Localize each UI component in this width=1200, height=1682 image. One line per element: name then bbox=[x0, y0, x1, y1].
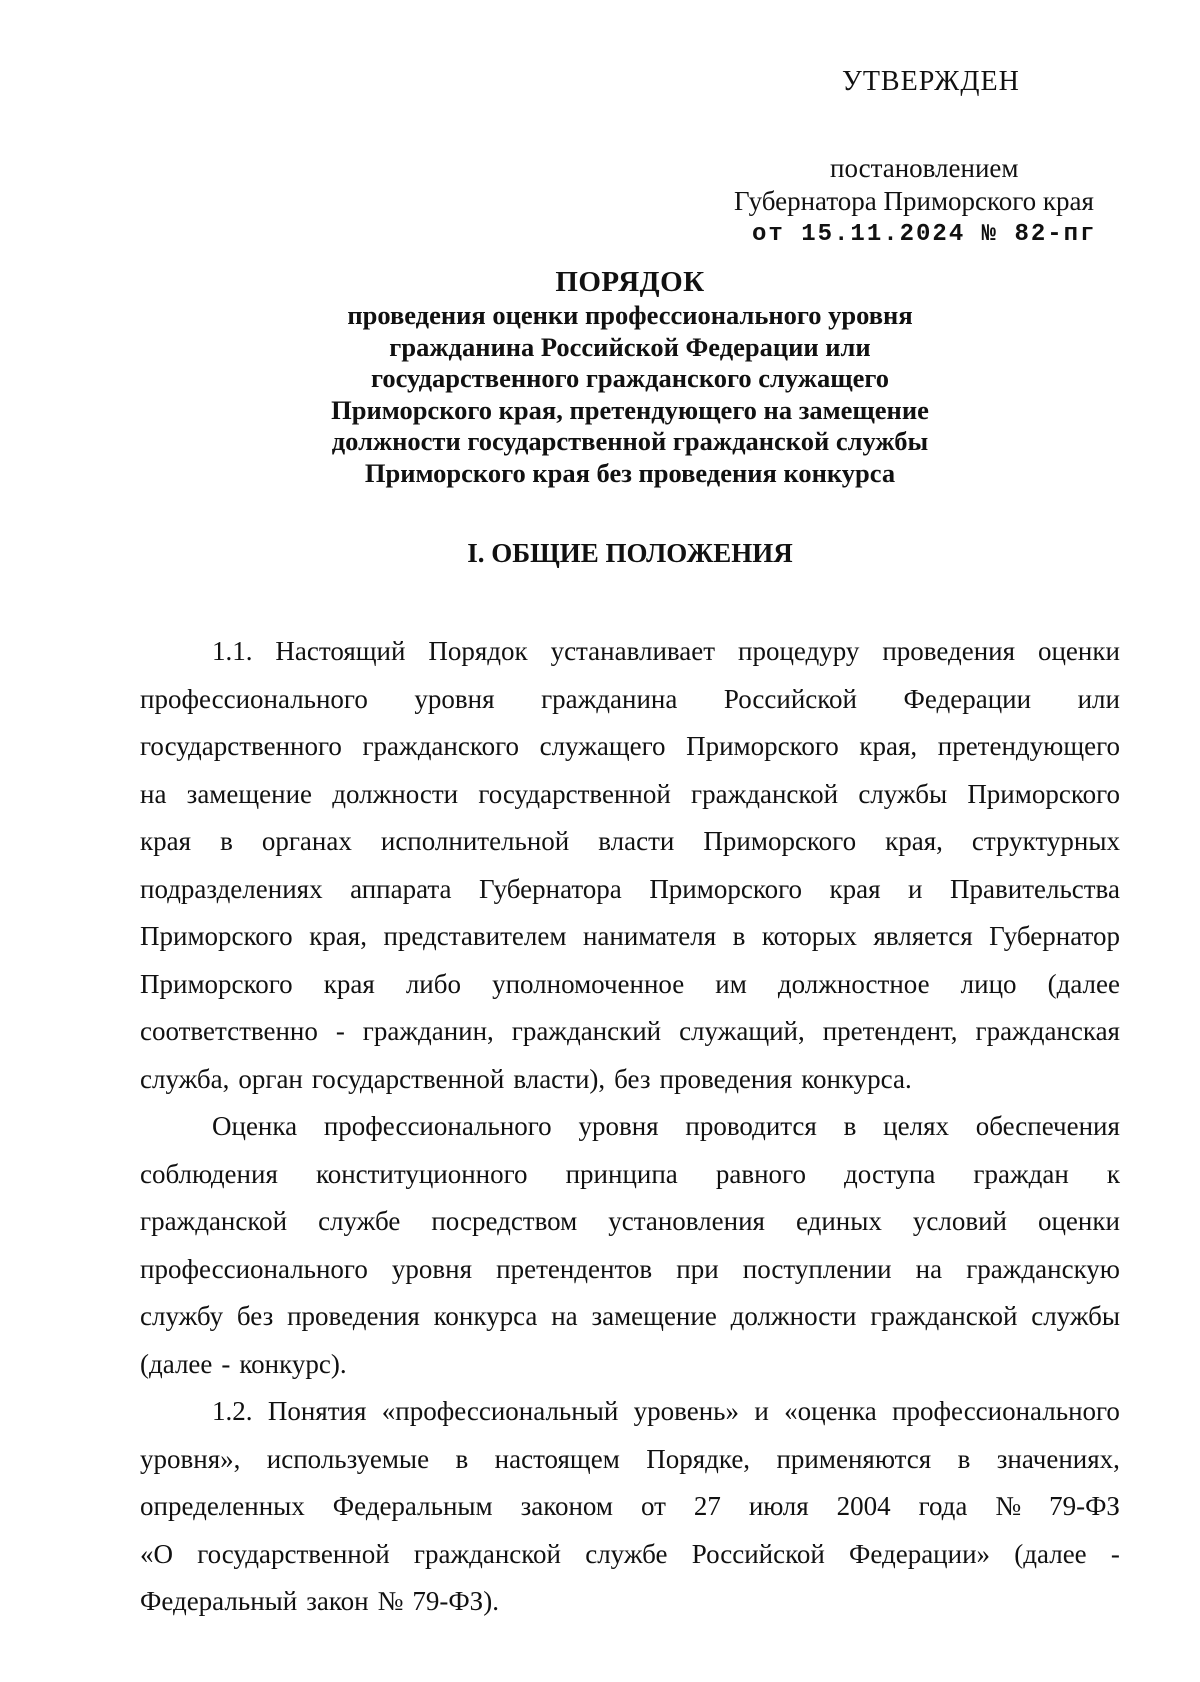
word: им bbox=[715, 968, 747, 999]
paragraph-line bbox=[140, 628, 1120, 676]
paragraph-line bbox=[140, 1056, 1120, 1104]
word: при bbox=[676, 1253, 719, 1284]
word: в bbox=[455, 1443, 469, 1474]
word: профессионального bbox=[140, 683, 368, 714]
word: 27 bbox=[693, 1491, 721, 1521]
word: гражданскую bbox=[966, 1253, 1120, 1284]
word: установления bbox=[608, 1206, 765, 1236]
word: к bbox=[1106, 1158, 1120, 1189]
document-title: ПОРЯДОК bbox=[555, 266, 705, 298]
word: оценки bbox=[1037, 636, 1120, 666]
word: посредством bbox=[431, 1206, 578, 1236]
word: и bbox=[754, 1396, 769, 1426]
word: на bbox=[915, 1253, 943, 1284]
word: применяются bbox=[776, 1443, 932, 1474]
word: оценки bbox=[1037, 1206, 1120, 1236]
word: Федерации bbox=[903, 683, 1032, 714]
word: единых bbox=[795, 1206, 882, 1236]
decree-issuer: Губернатора Приморского края bbox=[734, 186, 1094, 216]
paragraph-line bbox=[140, 723, 1120, 771]
word: аппарата bbox=[350, 873, 452, 904]
paragraph-line bbox=[140, 1151, 1120, 1199]
word: конкурс). bbox=[239, 1348, 347, 1379]
word: гражданской bbox=[140, 1206, 288, 1236]
word: Правительства bbox=[950, 873, 1120, 904]
paragraph-line bbox=[140, 1531, 1120, 1579]
word: соблюдения bbox=[140, 1158, 278, 1189]
word: Понятия bbox=[267, 1396, 367, 1426]
paragraph bbox=[140, 1103, 1120, 1388]
word: Порядок bbox=[428, 636, 528, 666]
word: края, bbox=[859, 731, 918, 761]
word: на bbox=[551, 1301, 578, 1331]
word: гражданина bbox=[541, 683, 678, 714]
word: гражданского bbox=[362, 731, 519, 761]
word: Порядке, bbox=[646, 1443, 751, 1474]
word: государственной bbox=[311, 1063, 505, 1094]
paragraph bbox=[140, 628, 1120, 1103]
word: Приморского bbox=[703, 826, 857, 856]
word: лицо bbox=[960, 968, 1017, 999]
word: службе bbox=[585, 1538, 668, 1569]
word: определенных bbox=[140, 1491, 305, 1521]
word: гражданской bbox=[691, 778, 839, 809]
word: края bbox=[140, 826, 192, 856]
word: конституционного bbox=[315, 1158, 528, 1189]
document-subtitle-line: государственного гражданского служащего bbox=[371, 363, 889, 393]
word: в bbox=[220, 826, 233, 856]
document-subtitle-line: проведения оценки профессионального уровня bbox=[347, 300, 913, 330]
word: 1.2. bbox=[212, 1396, 253, 1426]
word: края, bbox=[885, 826, 943, 856]
paragraph-line bbox=[140, 1578, 1120, 1626]
word: в bbox=[957, 1443, 971, 1474]
word: Губернатор bbox=[989, 921, 1120, 951]
word: без bbox=[236, 1301, 274, 1331]
word: граждан bbox=[973, 1158, 1069, 1189]
word: гражданской bbox=[870, 1301, 1018, 1331]
word: устанавливает bbox=[550, 636, 716, 666]
word: службы bbox=[858, 778, 948, 809]
word: власти bbox=[598, 826, 675, 856]
word: доступа bbox=[844, 1158, 936, 1189]
word: Приморского bbox=[967, 778, 1120, 809]
word: претендующего bbox=[937, 731, 1120, 761]
word: гражданская bbox=[975, 1016, 1120, 1046]
word: конкурса bbox=[433, 1301, 538, 1331]
word: которых bbox=[761, 921, 857, 951]
word: нанимателя bbox=[582, 921, 717, 951]
document-title-block bbox=[180, 264, 1080, 489]
word: Федеральным bbox=[332, 1491, 493, 1521]
word: июля bbox=[748, 1491, 809, 1521]
word: процедуру bbox=[738, 636, 860, 666]
word: гражданин, bbox=[362, 1016, 494, 1046]
word: или bbox=[1077, 683, 1120, 714]
word: уровня bbox=[578, 1111, 659, 1141]
word: проведения bbox=[882, 636, 1016, 666]
paragraph-line bbox=[140, 1483, 1120, 1531]
paragraph-line bbox=[140, 771, 1120, 819]
word: в bbox=[843, 1111, 857, 1141]
word: власти), bbox=[513, 1063, 606, 1094]
paragraph-line bbox=[140, 866, 1120, 914]
word: орган bbox=[238, 1063, 303, 1094]
word: претендент, bbox=[822, 1016, 958, 1046]
word: Федеральный bbox=[140, 1586, 298, 1616]
paragraph-line bbox=[140, 1341, 1120, 1389]
paragraph-line bbox=[140, 1008, 1120, 1056]
word: профессионального bbox=[140, 1253, 368, 1284]
word: государственного bbox=[140, 731, 342, 761]
word: органах bbox=[261, 826, 352, 856]
word: Настоящий bbox=[275, 636, 406, 666]
word: значениях, bbox=[996, 1443, 1120, 1474]
word: конкурса. bbox=[801, 1063, 912, 1094]
word: Оценка bbox=[212, 1111, 298, 1141]
word: уполномоченное bbox=[492, 968, 685, 999]
word: края bbox=[323, 968, 375, 999]
word: уровня», bbox=[140, 1443, 241, 1474]
word: целях bbox=[883, 1111, 949, 1141]
word: уровня bbox=[391, 1253, 473, 1284]
word: законом bbox=[520, 1491, 613, 1521]
word: уровня bbox=[414, 683, 495, 714]
word: (далее bbox=[140, 1348, 213, 1379]
word: профессионального bbox=[892, 1396, 1120, 1426]
paragraph-line bbox=[140, 676, 1120, 724]
paragraph-line bbox=[140, 1388, 1120, 1436]
word: Приморского bbox=[140, 968, 293, 999]
paragraph-line bbox=[140, 1436, 1120, 1484]
word: замещение bbox=[186, 778, 313, 809]
document-subtitle-line: Приморского края без проведения конкурса bbox=[364, 457, 896, 488]
decree-reference bbox=[734, 152, 1154, 251]
word: государственной bbox=[478, 778, 671, 809]
paragraph-line bbox=[140, 818, 1120, 866]
word: должностное bbox=[777, 968, 930, 999]
word: закон bbox=[306, 1586, 369, 1616]
word: настоящем bbox=[494, 1443, 620, 1474]
word: должности bbox=[332, 778, 459, 809]
word: проведения bbox=[659, 1063, 793, 1094]
section-heading: I. ОБЩИЕ ПОЛОЖЕНИЯ bbox=[467, 538, 793, 568]
approved-stamp-label: УТВЕРЖДЕН bbox=[842, 66, 1020, 97]
word: № bbox=[377, 1586, 404, 1616]
word: подразделениях bbox=[140, 873, 323, 904]
word: - bbox=[335, 1016, 345, 1046]
word: либо bbox=[405, 968, 461, 999]
word: замещение bbox=[591, 1301, 717, 1331]
word: государственной bbox=[197, 1538, 390, 1569]
word: Губернатора bbox=[479, 873, 622, 904]
document-subtitle-line: должности государственной гражданской службы bbox=[331, 426, 929, 456]
word: Приморского bbox=[686, 731, 839, 761]
paragraph-line bbox=[140, 1293, 1120, 1341]
word: обеспечения bbox=[975, 1111, 1120, 1141]
word: гражданской bbox=[413, 1538, 561, 1569]
word: в bbox=[732, 921, 746, 951]
word: (далее bbox=[1014, 1538, 1087, 1569]
word: 79-ФЗ bbox=[1049, 1491, 1120, 1521]
word: 79-ФЗ). bbox=[412, 1586, 499, 1616]
word: года bbox=[918, 1491, 968, 1521]
word: равного bbox=[715, 1158, 806, 1189]
word: поступлении bbox=[742, 1253, 892, 1284]
word: «О bbox=[140, 1538, 173, 1569]
word: и bbox=[908, 873, 923, 904]
word: на bbox=[140, 778, 167, 809]
paragraph-line bbox=[140, 1198, 1120, 1246]
paragraph bbox=[140, 1388, 1120, 1626]
decree-date-number: от 15.11.2024 № 82-пг bbox=[752, 221, 1097, 248]
word: исполнительной bbox=[380, 826, 570, 856]
paragraph-line bbox=[140, 1103, 1120, 1151]
word: является bbox=[873, 921, 973, 951]
word: проводится bbox=[685, 1111, 817, 1141]
word: принципа bbox=[565, 1158, 678, 1189]
word: представителем bbox=[383, 921, 567, 951]
word: Приморского bbox=[649, 873, 802, 904]
word: служба, bbox=[140, 1063, 230, 1094]
word: претендентов bbox=[496, 1253, 653, 1284]
word: профессионального bbox=[323, 1111, 552, 1141]
word: службу bbox=[140, 1301, 224, 1331]
paragraph-line bbox=[140, 1246, 1120, 1294]
word: используемые bbox=[266, 1443, 430, 1474]
word: служащего bbox=[539, 731, 666, 761]
word: Российской bbox=[723, 683, 857, 714]
word: 2004 bbox=[836, 1491, 891, 1521]
word: соответственно bbox=[140, 1016, 318, 1046]
word: 1.1. bbox=[212, 636, 253, 666]
document-subtitle-line: Приморского края, претендующего на замещение bbox=[331, 394, 929, 425]
decree-line: постановлением bbox=[830, 153, 1019, 183]
word: «профессиональный bbox=[381, 1396, 619, 1426]
word: гражданский bbox=[511, 1016, 662, 1046]
word: без bbox=[614, 1063, 651, 1094]
word: условий bbox=[912, 1206, 1007, 1236]
paragraph-line bbox=[140, 961, 1120, 1009]
word: службы bbox=[1031, 1301, 1120, 1331]
word: № bbox=[995, 1491, 1022, 1521]
word: уровень» bbox=[633, 1396, 739, 1426]
document-body bbox=[140, 628, 1120, 1626]
word: (далее bbox=[1047, 968, 1120, 999]
word: служащий, bbox=[679, 1016, 805, 1046]
paragraph-line bbox=[140, 913, 1120, 961]
document-subtitle-line: гражданина Российской Федерации или bbox=[389, 331, 871, 362]
word: должности bbox=[730, 1301, 857, 1331]
word: - bbox=[1110, 1538, 1120, 1569]
word: Приморского bbox=[140, 921, 293, 951]
word: края, bbox=[309, 921, 367, 951]
word: структурных bbox=[971, 826, 1120, 856]
word: края bbox=[829, 873, 881, 904]
word: Федерации» bbox=[849, 1538, 991, 1569]
word: - bbox=[221, 1348, 231, 1379]
word: проведения bbox=[287, 1301, 420, 1331]
word: Российской bbox=[691, 1538, 825, 1569]
word: «оценка bbox=[784, 1396, 877, 1426]
word: от bbox=[640, 1491, 666, 1521]
word: службе bbox=[318, 1206, 401, 1236]
